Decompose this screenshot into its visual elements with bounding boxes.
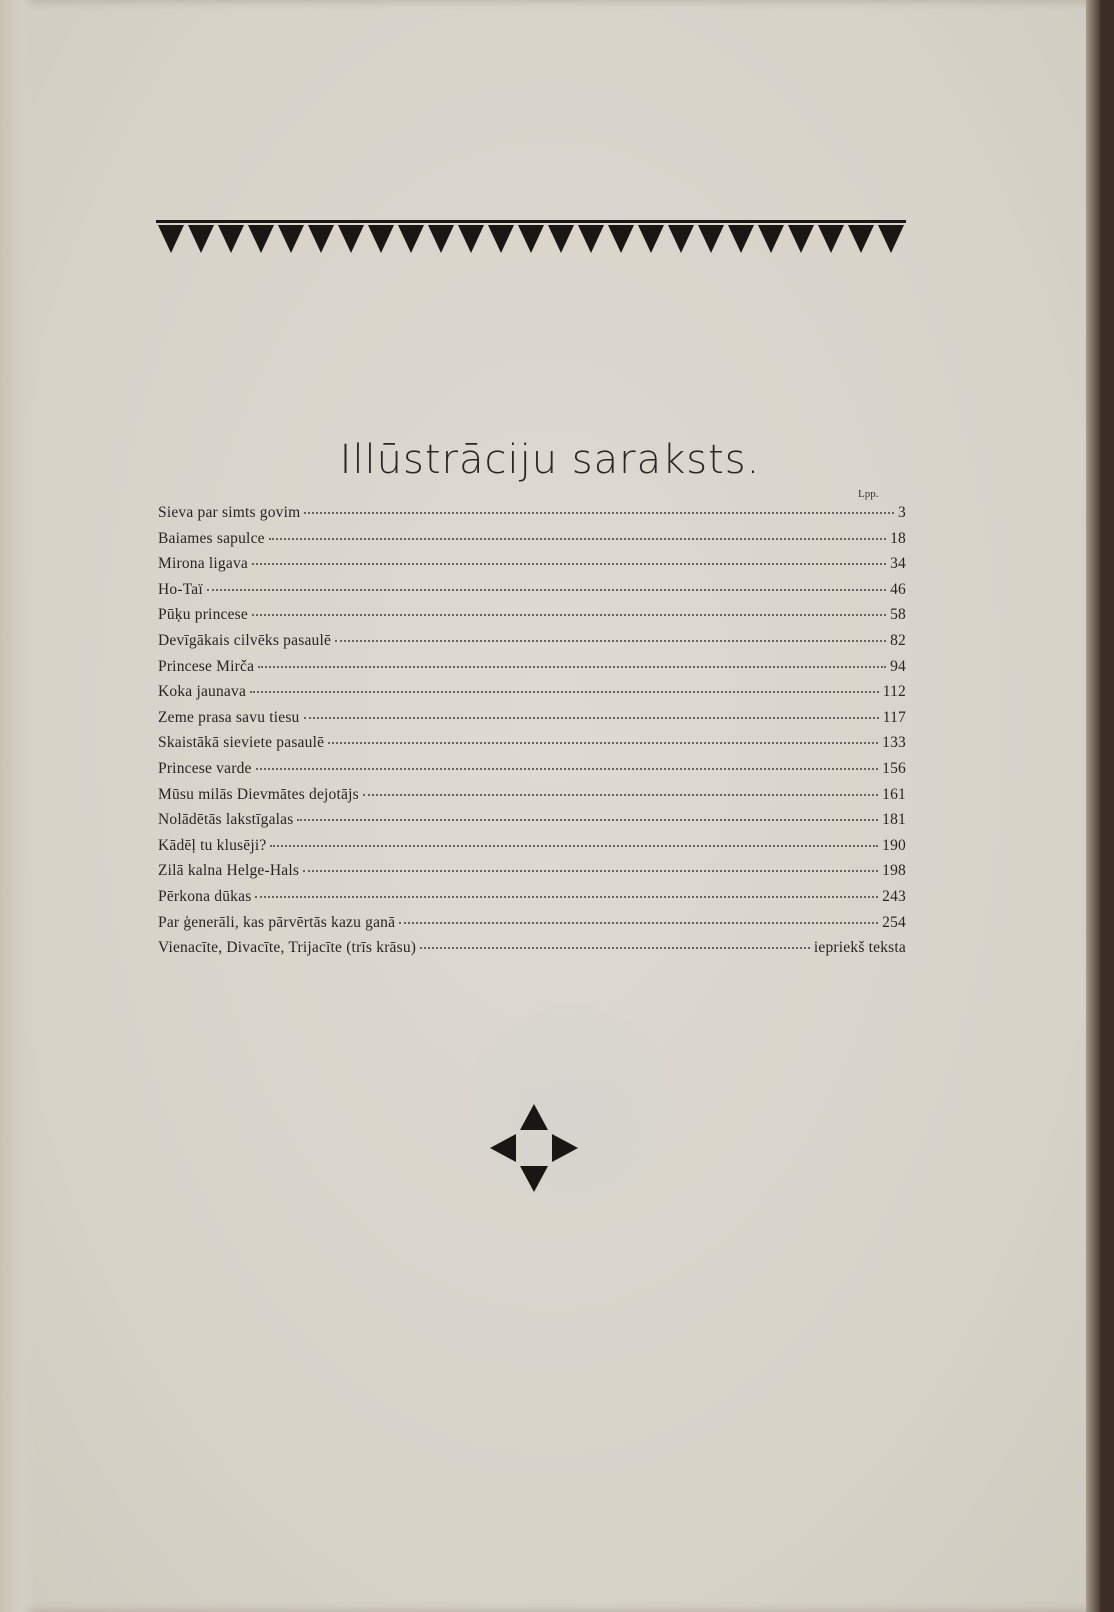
banner-triangle-icon [308, 225, 334, 253]
entry-title: Pērkona dūkas [158, 887, 252, 905]
dot-leader [335, 640, 886, 642]
entry-page: 198 [882, 862, 906, 880]
list-item [158, 786, 906, 812]
entry-page: 58 [890, 606, 906, 624]
list-item [158, 862, 906, 888]
entry-page: 94 [890, 657, 906, 675]
dot-leader [363, 794, 878, 796]
list-item [158, 658, 906, 684]
banner-triangle-icon [518, 225, 544, 253]
entry-page: 161 [882, 785, 906, 803]
page-spine-shadow [0, 0, 36, 1612]
triangle-up-icon [520, 1104, 548, 1130]
entry-title: Zeme prasa savu tiesu [158, 708, 300, 726]
entry-title: Sieva par simts govim [158, 504, 301, 521]
list-item [158, 734, 906, 760]
dot-leader [269, 538, 886, 540]
entry-page: 254 [882, 913, 906, 931]
dot-leader [252, 563, 886, 565]
banner-triangle-icon [248, 225, 274, 253]
banner-triangle-icon [548, 225, 574, 253]
entry-title: Baiames sapulce [158, 529, 265, 547]
entry-page: 34 [890, 555, 906, 573]
entry-page: 181 [882, 811, 906, 829]
banner-triangle-icon [668, 225, 694, 253]
dot-leader [255, 896, 878, 898]
page-column-label: Lpp. [858, 488, 879, 500]
banner-triangle-icon [728, 225, 754, 253]
dot-leader [304, 717, 879, 719]
entry-page: iepriekš teksta [813, 939, 906, 957]
entry-page: 18 [890, 529, 906, 547]
list-item [158, 504, 906, 530]
dot-leader [399, 922, 878, 924]
banner-triangle-icon [638, 225, 664, 253]
banner-triangle-icon [758, 225, 784, 253]
entry-page: 117 [882, 708, 906, 726]
list-item [158, 811, 906, 837]
triangle-down-icon [520, 1166, 548, 1192]
banner-triangle-icon [368, 225, 394, 253]
page-title: Illūstrāciju saraksts. [339, 437, 761, 483]
banner-triangle-icon [158, 225, 184, 253]
list-item [158, 683, 906, 709]
banner-triangle-icon [458, 225, 484, 253]
dot-leader [270, 845, 878, 847]
list-item [158, 760, 906, 786]
banner-triangle-icon [428, 225, 454, 253]
entry-title: Mūsu milās Dievmātes dejotājs [158, 785, 359, 803]
list-item [158, 530, 906, 556]
dot-leader [256, 768, 879, 770]
dot-leader [303, 870, 878, 872]
entry-page: 82 [890, 631, 906, 649]
list-item [158, 837, 906, 863]
entry-title: Koka jaunava [158, 683, 247, 701]
banner-triangle-icon [398, 225, 424, 253]
entry-title: Zilā kalna Helge-Hals [158, 862, 300, 880]
triangle-banner-ornament [156, 220, 906, 256]
entry-title: Devīgākais cilvēks pasaulē [158, 631, 332, 649]
banner-triangle-icon [698, 225, 724, 253]
entry-page: 243 [882, 887, 906, 905]
dot-leader [258, 666, 886, 668]
banner-triangle-icon [848, 225, 874, 253]
dot-leader [328, 742, 878, 744]
entry-title: Kādēļ tu klusēji? [158, 836, 267, 854]
banner-triangle-icon [278, 225, 304, 253]
entry-title: Skaistākā sieviete pasaulē [158, 734, 325, 752]
banner-triangle-icon [338, 225, 364, 253]
entry-page: 46 [890, 580, 906, 598]
dot-leader [304, 512, 894, 514]
banner-triangle-icon [788, 225, 814, 253]
entry-title: Princese varde [158, 759, 252, 777]
four-triangle-ornament [490, 1104, 578, 1192]
entry-title: Nolādētās lakstīgalas [158, 811, 294, 829]
banner-triangle-icon [878, 225, 904, 253]
dot-leader [420, 947, 810, 949]
list-item [158, 914, 906, 940]
entry-page: 133 [882, 734, 906, 752]
banner-triangle-icon [488, 225, 514, 253]
dot-leader [297, 819, 878, 821]
entry-title: Princese Mirča [158, 657, 255, 675]
list-item [158, 581, 906, 607]
entry-title: Par ģenerāli, kas pārvērtās kazu ganā [158, 913, 396, 931]
dot-leader [252, 614, 886, 616]
entry-title: Mirona ligava [158, 555, 248, 573]
entry-title: Ho-Taï [158, 580, 203, 598]
triangle-left-icon [490, 1134, 516, 1162]
list-item [158, 939, 906, 965]
dot-leader [207, 589, 886, 591]
banner-triangle-icon [218, 225, 244, 253]
list-item [158, 888, 906, 914]
entry-title: Pūķu princese [158, 606, 248, 624]
banner-triangle-icon [188, 225, 214, 253]
list-item [158, 555, 906, 581]
banner-triangle-icon [818, 225, 844, 253]
illustration-list [158, 504, 906, 965]
triangle-right-icon [552, 1134, 578, 1162]
entry-page: 3 [898, 504, 906, 521]
banner-triangle-icon [578, 225, 604, 253]
entry-page: 156 [882, 759, 906, 777]
list-item [158, 632, 906, 658]
entry-title: Vienacīte, Divacīte, Trijacīte (trīs krāsu) [158, 939, 417, 957]
list-item [158, 709, 906, 735]
dot-leader [250, 691, 879, 693]
list-item [158, 606, 906, 632]
banner-triangle-icon [608, 225, 634, 253]
page-edge-shadow [1086, 0, 1100, 1612]
entry-page: 112 [882, 683, 906, 701]
entry-page: 190 [882, 836, 906, 854]
